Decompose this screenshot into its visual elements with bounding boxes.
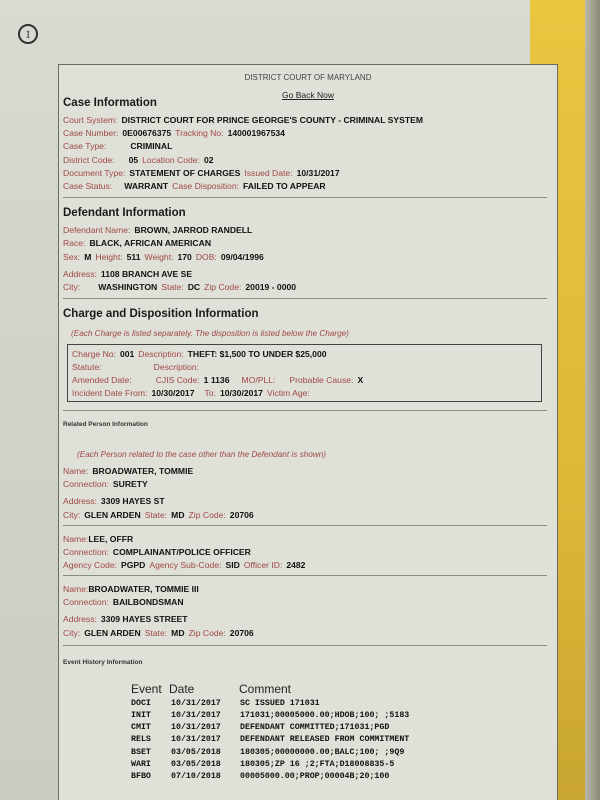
event-column-header: Event — [131, 682, 162, 696]
divider — [63, 298, 547, 299]
divider — [63, 525, 547, 526]
paper-edge — [585, 0, 600, 800]
event-row: BSET 03/05/2018 180305;00000000.00;BALC;100; ;9Q9 — [131, 748, 405, 757]
divider — [63, 197, 547, 198]
defendant-name-row: Defendant Name: BROWN, JARROD RANDELL — [63, 225, 253, 235]
comment-column-header: Comment — [239, 682, 292, 696]
person3-connection-row: Connection: BAILBONDSMAN — [63, 597, 184, 607]
case-type-row: Case Type: CRIMINAL — [63, 141, 173, 151]
person1-address-row: Address: 3309 HAYES ST — [63, 496, 165, 506]
person2-connection-row: Connection: COMPLAINANT/POLICE OFFICER — [63, 547, 251, 557]
person1-name-row: Name: BROADWATER, TOMMIE — [63, 466, 194, 476]
divider — [63, 575, 547, 576]
charge-info-title: Charge and Disposition Information — [63, 308, 259, 320]
related-info-title: Related Person Information — [63, 421, 148, 428]
amended-row: Amended Date: CJIS Code: 1 1136 MO/PLL: Probable Cause: X — [72, 375, 364, 385]
charge-box — [67, 344, 542, 402]
case-status-row: Case Status: WARRANT Case Disposition: FAILED TO APPEAR — [63, 181, 326, 191]
defendant-info-title: Defendant Information — [63, 207, 186, 219]
event-history-title: Event History Information — [63, 659, 143, 666]
event-row: RELS 10/31/2017 DEFENDANT RELEASED FROM COMMITMENT — [131, 735, 410, 744]
document-type-row: Document Type: STATEMENT OF CHARGES Issued Date: 10/31/2017 — [63, 168, 340, 178]
person2-name-row: Name:LEE, OFFR — [63, 534, 134, 544]
event-row: DOCI 10/31/2017 SC ISSUED 171031 — [131, 699, 320, 708]
race-row: Race: BLACK, AFRICAN AMERICAN — [63, 238, 212, 248]
incident-row: Incident Date From: 10/30/2017 To: 10/30/2017 Victim Age: — [72, 388, 310, 398]
person1-city-row: City: GLEN ARDEN State: MD Zip Code: 20706 — [63, 510, 254, 520]
person2-agency-row: Agency Code: PGPD Agency Sub-Code: SID Officer ID: 2482 — [63, 560, 306, 570]
court-header: DISTRICT COURT OF MARYLAND — [244, 73, 372, 82]
statute-row: Statute: Description: — [72, 362, 199, 372]
go-back-link[interactable]: Go Back Now — [282, 90, 334, 100]
defendant-city-row: City: WASHINGTON State: DC Zip Code: 20019 - 0000 — [63, 282, 297, 292]
circled-number-mark: 1 — [18, 24, 38, 44]
related-note: (Each Person related to the case other than the Defendant is shown) — [77, 450, 326, 459]
case-number-row: Case Number: 0E00676375 Tracking No: 140001967534 — [63, 128, 285, 138]
event-row: WARI 03/05/2018 180305;ZP 16 ;2;FTA;D18008835-5 — [131, 760, 395, 769]
court-system-row: Court System: DISTRICT COURT FOR PRINCE GEORGE'S COUNTY - CRIMINAL SYSTEM — [63, 115, 424, 125]
divider — [63, 645, 547, 646]
charge-number-row: Charge No: 001 Description: THEFT: $1,500 TO UNDER $25,000 — [72, 349, 327, 359]
district-row: District Code: 05 Location Code: 02 — [63, 155, 214, 165]
person3-address-row: Address: 3309 HAYES STREET — [63, 614, 188, 624]
event-row: CMIT 10/31/2017 DEFENDANT COMMITTED;171031;PGD — [131, 723, 390, 732]
divider — [63, 410, 547, 411]
event-row: BFBO 07/10/2018 00005000.00;PROP;00004B;20;100 — [131, 772, 390, 781]
person1-connection-row: Connection: SURETY — [63, 479, 148, 489]
case-info-title: Case Information — [63, 97, 157, 109]
charge-note: (Each Charge is listed separately. The disposition is listed below the Charge) — [71, 329, 349, 338]
person3-city-row: City: GLEN ARDEN State: MD Zip Code: 20706 — [63, 628, 254, 638]
date-column-header: Date — [169, 682, 195, 696]
person3-name-row: Name:BROADWATER, TOMMIE III — [63, 584, 199, 594]
physical-row: Sex: M Height: 511 Weight: 170 DOB: 09/04/1996 — [63, 252, 264, 262]
event-row: INIT 10/31/2017 171031;00005000.00;HDOB;100; ;5183 — [131, 711, 410, 720]
court-record-sheet — [58, 64, 558, 800]
defendant-address-row: Address: 1108 BRANCH AVE SE — [63, 269, 193, 279]
